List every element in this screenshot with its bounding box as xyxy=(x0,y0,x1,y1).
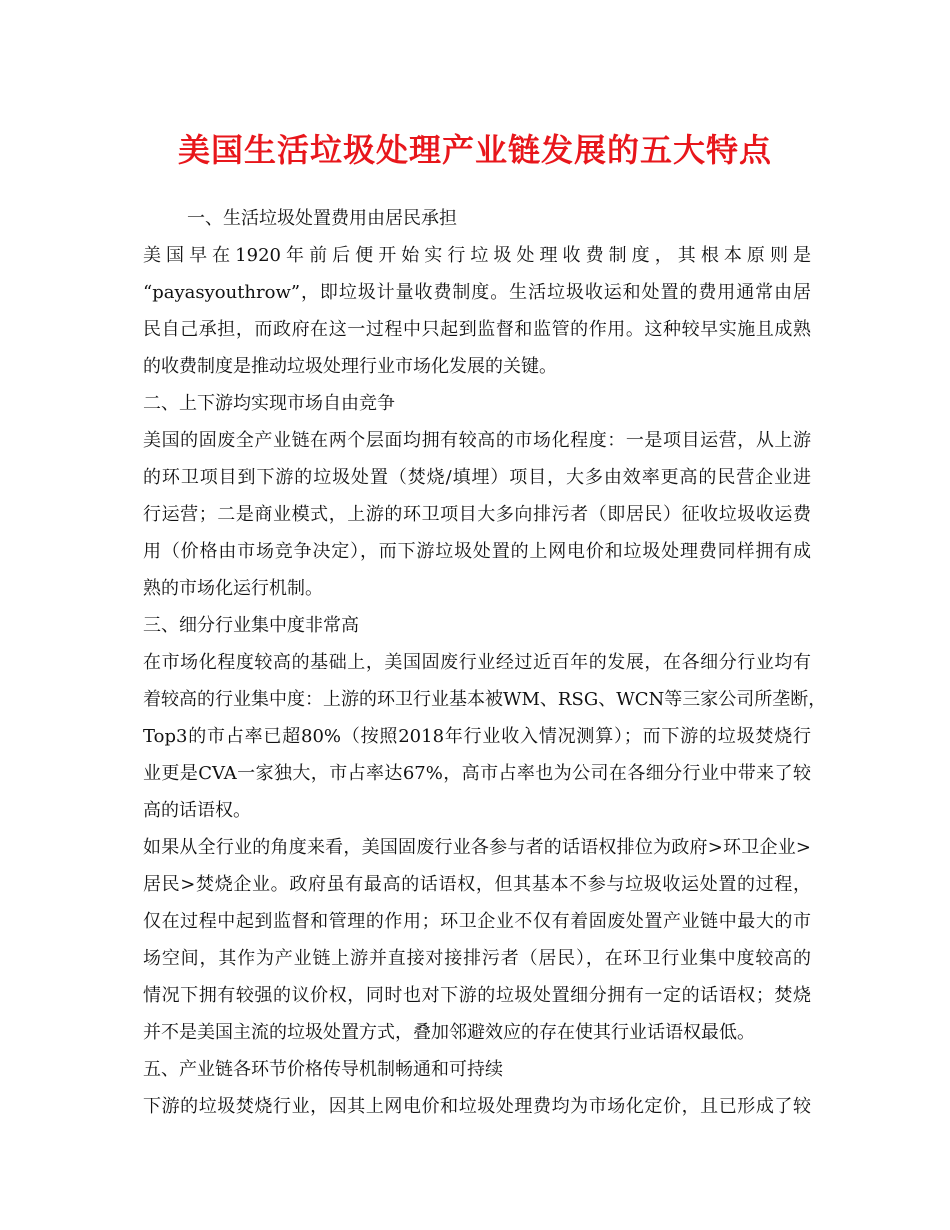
section-heading-3: 三、细分行业集中度非常高 xyxy=(143,615,359,636)
paragraph-line: “payasyouthrow”，即垃圾计量收费制度。生活垃圾收运和处置的费用通常由居 xyxy=(143,282,811,303)
paragraph-line: 的环卫项目到下游的垃圾处置（焚烧/填埋）项目，大多由效率更高的民营企业进 xyxy=(143,467,811,488)
paragraph-line: 的收费制度是推动垃圾处理行业市场化发展的关键。 xyxy=(143,356,557,377)
paragraph-line: 仅在过程中起到监督和管理的作用；环卫企业不仅有着固废处置产业链中最大的市 xyxy=(143,911,811,932)
paragraph-line: 熟的市场化运行机制。 xyxy=(143,578,323,599)
paragraph-line: 在市场化程度较高的基础上，美国固废行业经过近百年的发展，在各细分行业均有 xyxy=(143,652,811,673)
paragraph-line: 并不是美国主流的垃圾处置方式，叠加邻避效应的存在使其行业话语权最低。 xyxy=(143,1022,755,1043)
paragraph-line: 如果从全行业的角度来看，美国固废行业各参与者的话语权排位为政府>环卫企业> xyxy=(143,837,811,858)
section-heading-5: 五、产业链各环节价格传导机制畅通和可持续 xyxy=(143,1059,503,1080)
paragraph-line: Top3的市占率已超80%（按照2018年行业收入情况测算）；而下游的垃圾焚烧行 xyxy=(143,726,811,747)
section-heading-1: 一、生活垃圾处置费用由居民承担 xyxy=(187,208,457,229)
paragraph-line: 美国的固废全产业链在两个层面均拥有较高的市场化程度：一是项目运营，从上游 xyxy=(143,430,811,451)
paragraph-line: 下游的垃圾焚烧行业，因其上网电价和垃圾处理费均为市场化定价，且已形成了较 xyxy=(143,1096,811,1117)
document-title: 美国生活垃圾处理产业链发展的五大特点 xyxy=(177,131,772,169)
paragraph-line: 情况下拥有较强的议价权，同时也对下游的垃圾处置细分拥有一定的话语权；焚烧 xyxy=(143,985,811,1006)
document-body xyxy=(143,200,827,1125)
paragraph-line: 行运营；二是商业模式，上游的环卫项目大多向排污者（即居民）征收垃圾收运费 xyxy=(143,504,811,525)
paragraph-line: 用（价格由市场竞争决定），而下游垃圾处置的上网电价和垃圾处理费同样拥有成 xyxy=(143,541,811,562)
paragraph-line: 场空间，其作为产业链上游并直接对接排污者（居民），在环卫行业集中度较高的 xyxy=(143,948,811,969)
paragraph-line: 业更是CVA一家独大，市占率达67%，高市占率也为公司在各细分行业中带来了较 xyxy=(143,763,811,784)
paragraph-line: 美国早在1920年前后便开始实行垃圾处理收费制度，其根本原则是 xyxy=(143,245,811,266)
paragraph-line: 居民>焚烧企业。政府虽有最高的话语权，但其基本不参与垃圾收运处置的过程， xyxy=(143,874,811,895)
paragraph-line: 着较高的行业集中度：上游的环卫行业基本被WM、RSG、WCN等三家公司所垄断， xyxy=(143,689,827,710)
section-heading-2: 二、上下游均实现市场自由竞争 xyxy=(143,393,395,414)
paragraph-line: 高的话语权。 xyxy=(143,800,251,821)
paragraph-line: 民自己承担，而政府在这一过程中只起到监督和监管的作用。这种较早实施且成熟 xyxy=(143,319,811,340)
